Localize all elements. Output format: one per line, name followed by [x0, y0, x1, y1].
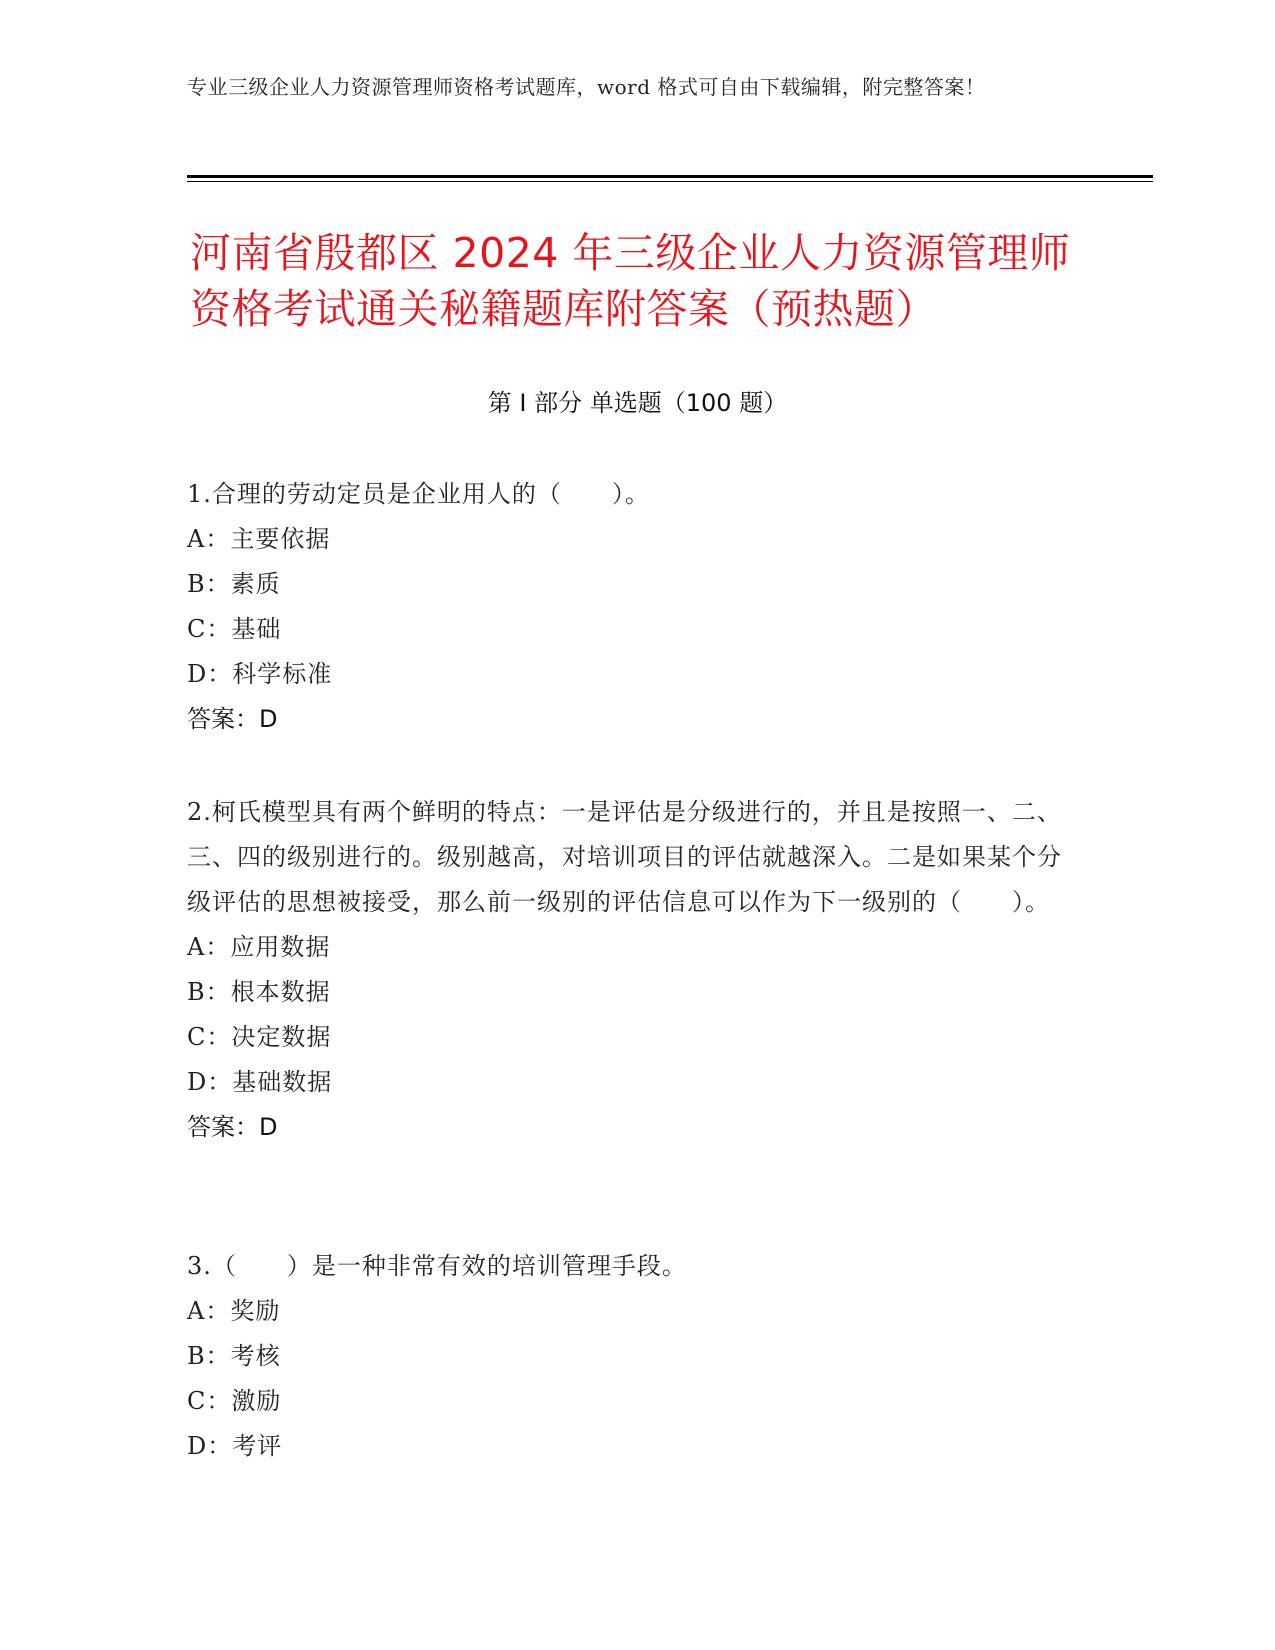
option-c: C：决定数据	[187, 1023, 332, 1051]
question-2	[187, 790, 1067, 1150]
header-note: 专业三级企业人力资源管理师资格考试题库，word 格式可自由下载编辑，附完整答案！	[187, 75, 986, 99]
option-c: C：基础	[187, 615, 282, 643]
option-d: D：科学标准	[187, 660, 333, 688]
header-divider-thick	[187, 175, 1153, 178]
option-a: A：主要依据	[187, 525, 331, 553]
question-answer: 答案：D	[187, 705, 278, 733]
document-title: 河南省殷都区 2024 年三级企业人力资源管理师资格考试通关秘籍题库附答案（预热题）	[190, 229, 1071, 333]
question-stem: 3.（ ）是一种非常有效的培训管理手段。	[187, 1252, 687, 1280]
question-1	[187, 472, 1067, 742]
option-b: B：根本数据	[187, 978, 331, 1006]
option-d: D：基础数据	[187, 1068, 333, 1096]
header-divider-thin	[187, 181, 1153, 182]
question-stem: 1.合理的劳动定员是企业用人的（ ）。	[187, 480, 650, 508]
option-a: A：奖励	[187, 1297, 281, 1325]
option-c: C：激励	[187, 1387, 282, 1415]
option-b: B：考核	[187, 1342, 281, 1370]
question-stem: 2.柯氏模型具有两个鲜明的特点：一是评估是分级进行的，并且是按照一、二、三、四的级别进行的。级别越高，对培训项目的评估就越深入。二是如果某个分级评估的思想被接受，那么前一级别的评估信息可以作为下一级别的（ ）。	[187, 798, 1062, 916]
option-a: A：应用数据	[187, 933, 331, 961]
question-3	[187, 1244, 1067, 1469]
question-answer: 答案：D	[187, 1113, 278, 1141]
option-d: D：考评	[187, 1432, 283, 1460]
option-b: B：素质	[187, 570, 281, 598]
section-title: 第 I 部分 单选题（100 题）	[487, 389, 788, 417]
